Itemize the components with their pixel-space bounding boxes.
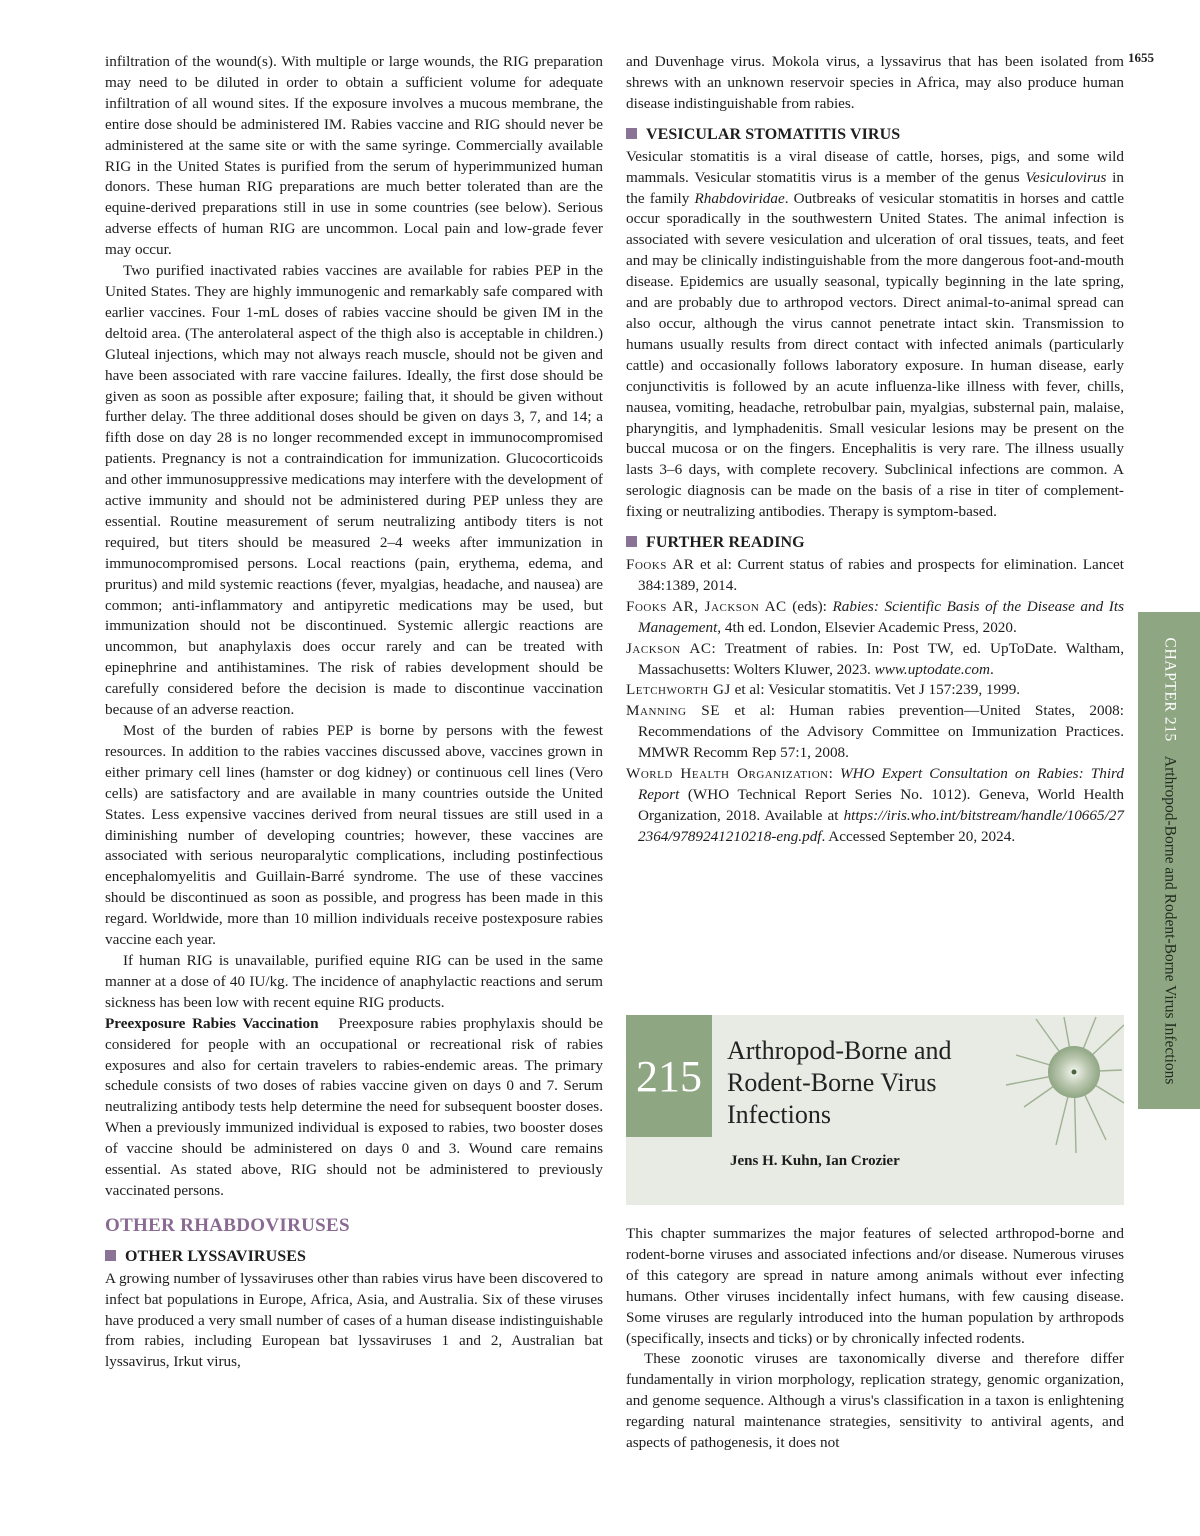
ref-text: , 4th ed. London, Elsevier Academic Press, 2020.: [717, 618, 1017, 636]
ref-author: World Health Organization: [626, 765, 829, 783]
sub-heading-text: VESICULAR STOMATITIS VIRUS: [646, 125, 901, 143]
text: Vesicular stomatitis is a viral disease of cattle, horses, pigs, and some wild mammals. Vesicular stomatitis virus is a member of the genus: [626, 147, 1124, 186]
ref-author: Letchworth GJ: [626, 681, 731, 699]
side-tab-chapter: CHAPTER 215: [1161, 637, 1179, 742]
square-bullet-icon: [626, 536, 637, 547]
right-column: [626, 52, 1124, 848]
reference-item: [626, 555, 1124, 597]
ref-author: Fooks AR, Jackson AC: [626, 597, 787, 615]
run-in-heading: Preexposure Rabies Vaccination: [105, 1014, 319, 1032]
chapter-opener-box: [626, 1015, 1124, 1205]
paragraph: infiltration of the wound(s). With multiple or large wounds, the RIG preparation may need to be diluted in order to obtain a sufficient volume for adequate infiltration of all wound sites. If the exposure involves a mucous membrane, the entire dose should be administered IM. Rabies vaccine and RIG should never be administered at the same site or with the same syringe. Commercially available RIG in the United States is purified from the serum of hyperimmunized human donors. These human RIG preparations are much better tolerated than are the equine-derived preparations still in use in some countries (see below). Serious adverse effects of human RIG are uncommon. Local pain and low-grade fever may occur.: [105, 53, 603, 259]
ref-text: et al: Human rabies prevention—United States, 2008: Recommendations of the Advisory Committee on Immunization Practices. MMWR Recomm Rep 57:1, 2008.: [638, 702, 1124, 762]
paragraph: and Duvenhage virus. Mokola virus, a lyssavirus that has been isolated from shrews with an unknown reservoir species in Africa, may also produce human disease indistinguishable from rabies.: [626, 53, 1124, 112]
sub-heading: [626, 125, 1124, 145]
text: . Outbreaks of vesicular stomatitis in horses and cattle occur sporadically in the southwestern United States. The animal infection is associated with severe vesiculation and ulceration of oral tissues, teats, and feet and may be clinically indistinguishable from the more dangerous foot-and-mouth disease. Epidemics are usually seasonal, typically beginning in the late spring, and are probably due to arthropod vectors. Direct animal-to-animal spread can also occur, although the virus cannot penetrate intact skin. Transmission to humans usually results from direct contact with infected animals (particularly cattle) and occasionally follows laboratory exposure. In human disease, early conjunctivitis is followed by an acute influenza-like illness with fever, chills, nausea, vomiting, headache, retrobulbar pain, myalgias, substernal pain, malaise, pharyngitis, and lymphadenitis. Small vesicular lesions may be present on the buccal mucosa or on the fingers. Encephalitis is very rare. The illness usually lasts 3–6 days, with complete recovery. Subclinical infections are common. A serologic diagnosis can be made on the basis of a rise in titer of complement-fixing or neutralizing antibodies. Therapy is symptom-based.: [626, 189, 1124, 521]
ref-text: :: [828, 765, 840, 783]
ref-title: WHO Expert Consultation on Rabies: Third Report: [638, 765, 1124, 803]
sub-heading-text: FURTHER READING: [646, 534, 805, 552]
left-column: [105, 52, 603, 1373]
ref-link[interactable]: https://iris.who.int/bitstream/handle/10665/272364/9789241210218-eng.pdf: [638, 806, 1124, 845]
chapter-authors: Jens H. Kuhn, Ian Crozier: [730, 1153, 900, 1169]
page-number: 1655: [1128, 50, 1154, 65]
paragraph: A growing number of lyssaviruses other than rabies virus have been discovered to infect bat populations in Europe, Africa, Asia, and Australia. Six of these viruses have produced a very small number of cases of a human disease indistinguishable from rabies, including European bat lyssaviruses 1 and 2, Australian bat lyssavirus, Irkut virus,: [105, 1269, 603, 1371]
ref-text: et al: Vesicular stomatitis. Vet J 157:239, 1999.: [730, 681, 1021, 699]
genus-name: Vesiculovirus: [1025, 168, 1107, 186]
ref-text: . Accessed September 20, 2024.: [821, 827, 1016, 845]
ref-author: Fooks AR: [626, 556, 695, 574]
square-bullet-icon: [105, 1250, 116, 1261]
ref-author: Manning SE: [626, 702, 720, 720]
reference-item: [626, 680, 1124, 701]
virus-illustration-icon: [976, 1015, 1124, 1155]
ref-link[interactable]: www.uptodate.com: [874, 660, 990, 678]
ref-text: : Treatment of rabies. In: Post TW, ed. UpToDate. Waltham, Massachusetts: Wolters Kluwer, 2023.: [638, 639, 1124, 678]
reference-item: [626, 639, 1124, 681]
paragraph-text: Preexposure rabies prophylaxis should be considered for people with an occupational or recreational risk of rabies exposures and also for certain travelers to rabies-endemic areas. The primary schedule consists of two doses of rabies vaccine given on days 0 and 7. Serum neutralizing antibody tests help determine the need for subsequent booster doses. When a previously immunized individual is exposed to rabies, two booster doses of vaccine should be administered on days 0 and 3. Wound care remains essential. As stated above, RIG should not be administered to previously vaccinated persons.: [105, 1014, 603, 1199]
sub-heading: [105, 1247, 603, 1267]
ref-author: Jackson AC: [626, 639, 712, 657]
ref-text: (WHO Technical Report Series No. 1012). Geneva, World Health Organization, 2018. Available at: [638, 786, 1124, 824]
chapter-number: 215: [626, 1015, 712, 1137]
ref-text: .: [989, 660, 994, 678]
square-bullet-icon: [626, 128, 637, 139]
paragraph: These zoonotic viruses are taxonomically diverse and therefore differ fundamentally in virion morphology, replication strategy, genomic organization, and genome sequence. Although a virus's classification in a taxon is enlightening regarding natural maintenance strategies, sensitivity to antiviral agents, and aspects of pathogenesis, it does not: [626, 1350, 1124, 1452]
side-tab-title: Arthropod-Borne and Rodent-Borne Virus Infections: [1161, 755, 1179, 1084]
paragraph: This chapter summarizes the major features of selected arthropod-borne and rodent-borne viruses and associated infections and/or disease. Numerous viruses of this category are spread in nature among animals without ever infecting humans. Other viruses incidentally infect humans, with few causing disease. Some viruses are regularly introduced into the human population by arthropods (specifically, insects and ticks) or by chronically infected rodents.: [626, 1225, 1124, 1347]
paragraph: Two purified inactivated rabies vaccines are available for rabies PEP in the United States. They are highly immunogenic and remarkably safe compared with earlier vaccines. Four 1-mL doses of rabies vaccine should be given IM in the deltoid area. (The anterolateral aspect of the thigh also is acceptable in children.) Gluteal injections, which may not always reach muscle, should not be given and have been associated with rare vaccine failures. Ideally, the first dose should be given as soon as possible after exposure; failing that, it should be given without further delay. The three additional doses should be given on days 3, 7, and 14; a fifth dose on day 28 is no longer recommended except in immunocompromised patients. Pregnancy is not a contraindication for immunization. Glucocorticoids and other immunosuppressive medications may interfere with the development of active immunity and should not be administered during PEP unless they are essential. Routine measurement of serum neutralizing antibody titers is not required, but titers should be measured 2–4 weeks after immunization in immunocompromised persons. Local reactions (pain, erythema, edema, and pruritus) and mild systemic reactions (fever, myalgias, headache, and nausea) are common; anti-inflammatory and antipyretic medications may be used, but immunization should not be discontinued. Systemic allergic reactions are uncommon, but anaphylaxis does occur rarely and can be treated with epinephrine and antihistamines. The risk of rabies development should be carefully considered before the decision is made to discontinue vaccination because of an adverse reaction.: [105, 262, 603, 719]
reference-item: [626, 597, 1124, 639]
paragraph-vsv: [626, 147, 1124, 523]
paragraph: Most of the burden of rabies PEP is borne by persons with the fewest resources. In addition to the rabies vaccines discussed above, vaccines grown in either primary cell lines (hamster or dog kidney) or continuous cell lines (Vero cells) are satisfactory and are available in many countries outside the United States. Less expensive vaccines derived from neural tissues are still used in a diminishing number of developing countries; however, these vaccines are associated with serious neuroparalytic complications, including postinfectious encephalomyelitis and Guillain-Barré syndrome. The use of these vaccines should be discontinued as soon as possible, and progress has been made in this regard. Worldwide, more than 10 million individuals receive postexposure rabies vaccine each year.: [105, 722, 603, 949]
paragraph-preexposure: [105, 1014, 603, 1202]
text: in the family: [626, 168, 1124, 207]
paragraph: If human RIG is unavailable, purified equine RIG can be used in the same manner at a dose of 40 IU/kg. The incidence of anaphylactic reactions and serum sickness has been low with recent equine RIG products.: [105, 951, 603, 1011]
reference-item: [626, 764, 1124, 848]
ref-text: (eds):: [786, 597, 833, 615]
section-heading: OTHER RHABDOVIRUSES: [105, 1214, 350, 1236]
reference-list: [626, 555, 1124, 848]
chapter-intro: [626, 1224, 1124, 1454]
chapter-title: Arthropod-Borne and Rodent-Borne Virus Infections: [727, 1036, 952, 1129]
ref-title: Rabies: Scientific Basis of the Disease and Its Management: [638, 597, 1124, 636]
ref-text: et al: Current status of rabies and prospects for elimination. Lancet 384:1389, 2014.: [638, 556, 1125, 594]
chapter-side-tab: [1138, 612, 1200, 1109]
sub-heading-text: OTHER LYSSAVIRUSES: [125, 1247, 306, 1265]
sub-heading: [626, 533, 1124, 553]
reference-item: [626, 701, 1124, 764]
family-name: Rhabdoviridae: [694, 189, 785, 207]
